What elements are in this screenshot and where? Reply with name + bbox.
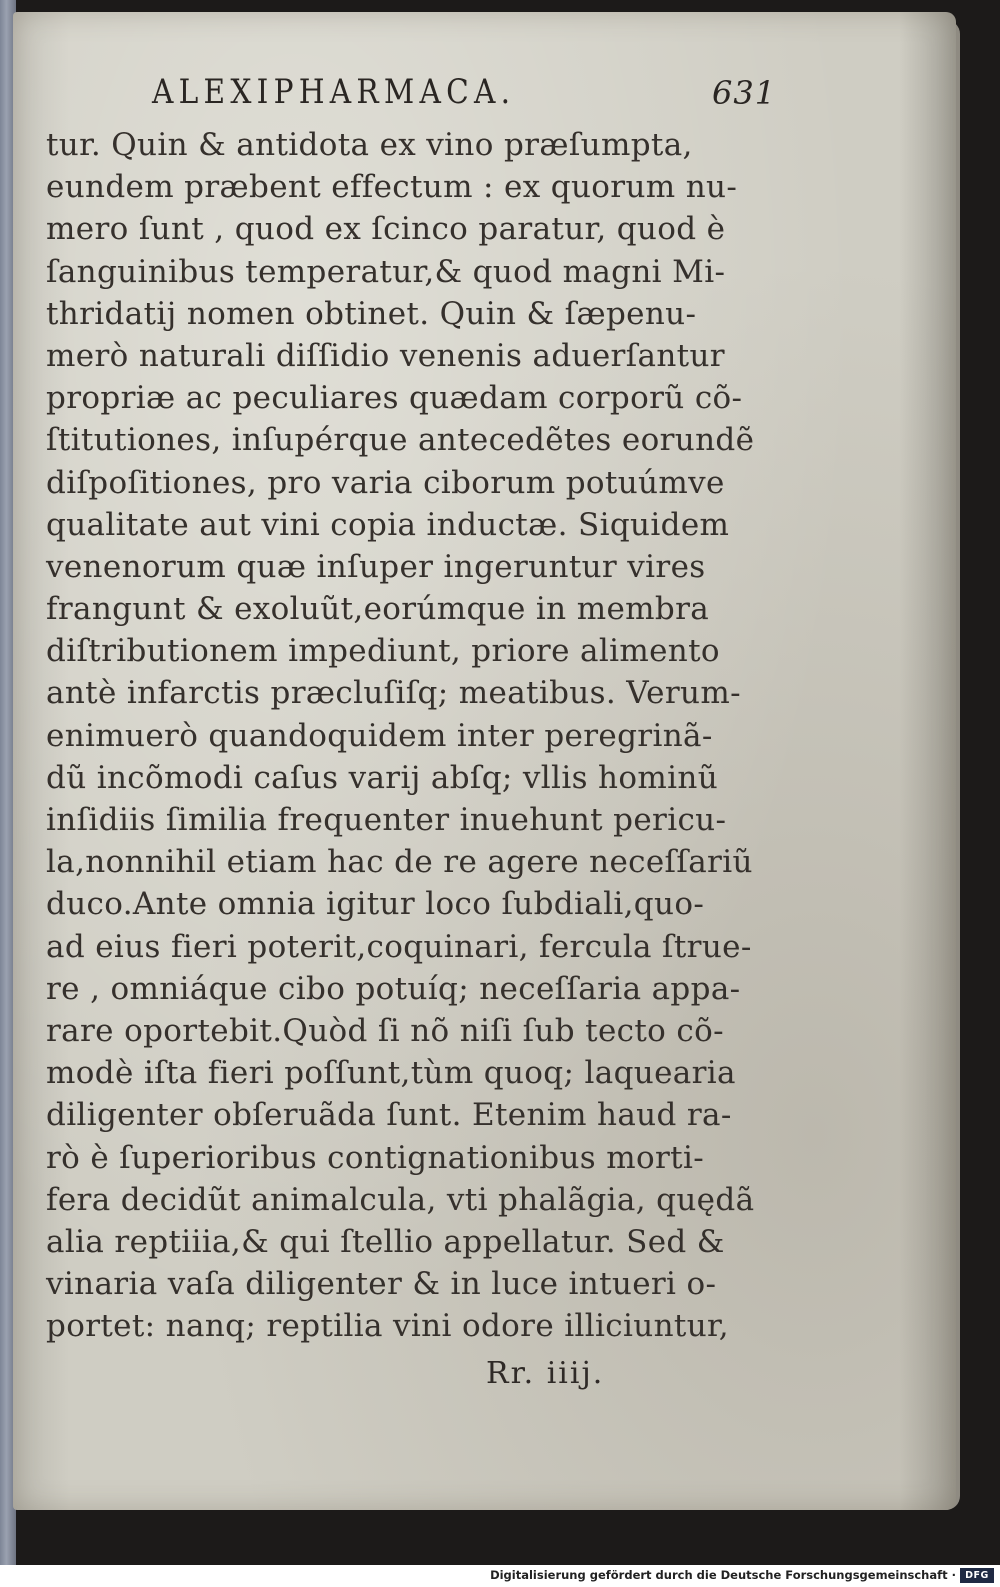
text-line: duco.Ante omnia igitur loco ſubdiali,quo-	[46, 886, 705, 923]
text-line: ad eius fieri poterit,coquinari, fercula ſtrue-	[46, 928, 752, 965]
text-line: thridatij nomen obtinet. Quin & ſæpenu-	[46, 295, 697, 332]
signature-mark: Rr. iiij.	[486, 1356, 605, 1391]
text-line: eundem præbent effectum : ex quorum nu-	[46, 169, 738, 206]
funding-credit: Digitalisierung gefördert durch die Deutsche Forschungsgemeinschaft ·	[490, 1568, 956, 1582]
page-number: 631	[712, 74, 777, 112]
text-line: merò naturali diſſidio venenis aduerſantur	[46, 337, 725, 374]
body-text	[46, 124, 786, 1347]
text-line: venenorum quæ inſuper ingeruntur vires	[46, 548, 706, 585]
text-line: inſidiis ſimilia frequenter inuehunt pericu-	[46, 802, 727, 838]
text-line: rò è ſuperioribus contignationibus morti-	[46, 1139, 705, 1176]
text-line: vinaria vaſa diligenter & in luce intueri o-	[46, 1266, 717, 1303]
text-line: diſtributionem impediunt, priore alimento	[46, 633, 720, 670]
text-line: fera decidũt animalcula, vti phalãgia, quędã	[46, 1181, 755, 1218]
text-line: dũ incõmodi caſus varij abſq; vllis hominũ	[46, 759, 719, 796]
text-line: propriæ ac peculiares quædam corporũ cõ-	[46, 380, 743, 417]
text-line: diligenter obſeruãda ſunt. Etenim haud ra-	[46, 1097, 732, 1134]
text-line: antè infarctis præcluſiſq; meatibus. Verum-	[46, 675, 741, 712]
text-line: ſtitutiones, inſupérque antecedẽtes eorundẽ	[46, 422, 755, 459]
text-line: rare oportebit.Quòd ſi nõ niſi ſub tecto cõ-	[46, 1012, 724, 1049]
dfg-logo: DFG	[960, 1568, 994, 1583]
text-line: ſanguinibus temperatur,& quod magni Mi-	[46, 253, 726, 290]
text-line: diſpoſitiones, pro varia ciborum potuúmve	[46, 464, 725, 501]
text-line: mero ſunt , quod ex ſcinco paratur, quod è	[46, 211, 726, 248]
text-line: enimuerò quandoquidem inter peregrinã-	[46, 717, 713, 754]
text-line: re , omniáque cibo potuíq; neceſſaria appa-	[46, 970, 741, 1007]
running-head: ALEXIPHARMACA.	[152, 72, 516, 112]
text-line: portet: nanq; reptilia vini odore illiciuntur,	[46, 1308, 729, 1345]
text-line: modè iſta fieri poſſunt,tùm quoq; laquearia	[46, 1055, 736, 1092]
text-line: alia reptiiia,& qui ſtellio appellatur. Sed &	[46, 1223, 725, 1260]
text-line: tur. Quin & antidota ex vino præſumpta,	[46, 127, 693, 163]
text-line: frangunt & exoluũt,eorúmque in membra	[46, 591, 710, 628]
text-line: la,nonnihil etiam hac de re agere neceſſariũ	[46, 844, 753, 881]
text-line: qualitate aut vini copia inductæ. Siquidem	[46, 506, 730, 543]
